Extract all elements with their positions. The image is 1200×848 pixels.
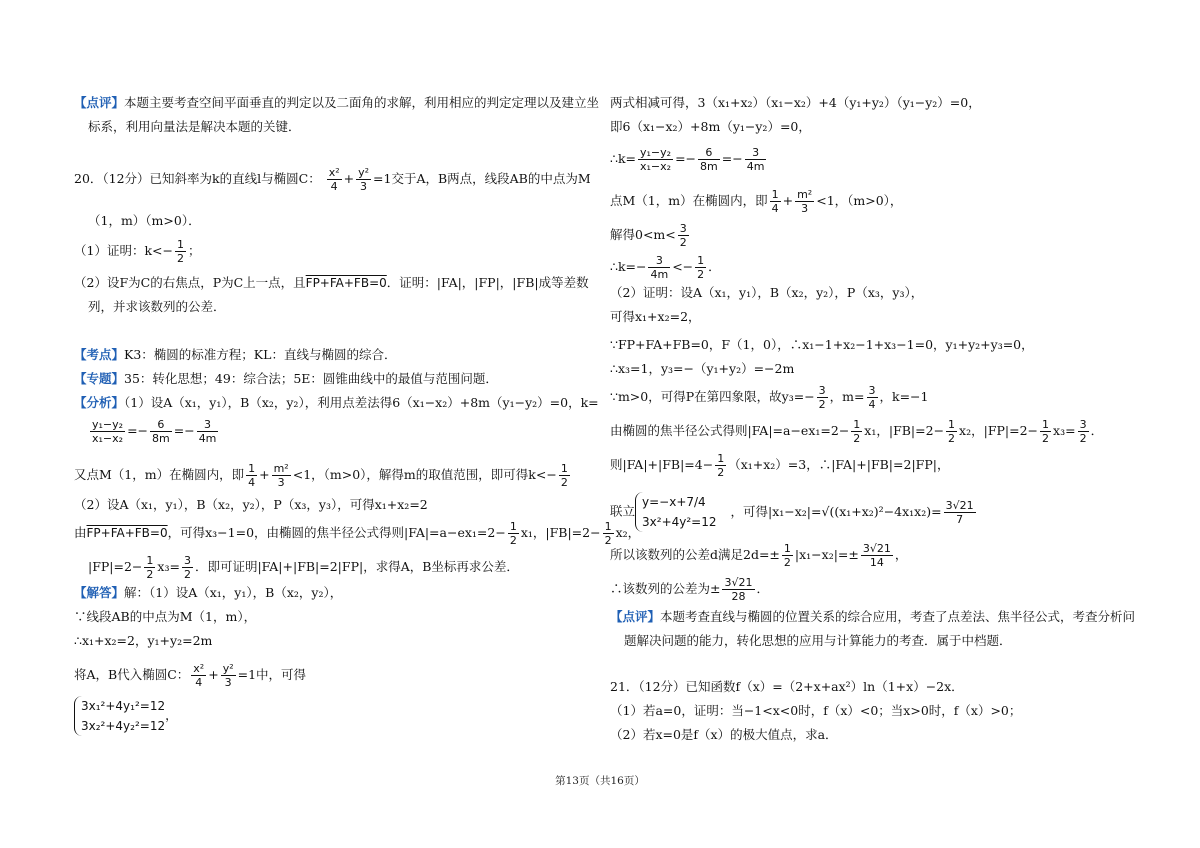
fraction: $\frac{1}{2}$ <box>509 520 517 547</box>
sum-x: 可得x₁+x₂=2， <box>610 309 701 324</box>
fenxi-fp: |FP|=2− $\frac{1}{2}$ x₃= $\frac{3}{2}$ ．即可证明|FA|+|FB|=2|FP|，求得A，B坐标再求公差． <box>88 554 519 581</box>
jieda-sum: ∴x₁+x₂=2，y₁+y₂=2m <box>74 633 213 648</box>
m-range: 解得0<m< $\frac{3}{2}$ <box>610 222 687 249</box>
fraction: $\frac{6}{8m}$ <box>700 146 718 173</box>
part-2-proof: （2）证明：设A（x₁，y₁），B（x₂，y₂），P（x₃，y₃）， <box>610 285 924 300</box>
question-20-part-2: （2）设F为C的右焦点，P为C上一点，且FP+FA+FB=0．证明：|FA|，|FP|，|FB|成等差数 <box>74 275 589 290</box>
jieda: 【解答】解：（1）设A（x₁，y₁），B（x₂，y₂）， <box>74 585 343 600</box>
review-2-cont: 题解决问题的能力，转化思想的应用与计算能力的考查．属于中档题． <box>624 633 1012 648</box>
jieda-substitute: 将A，B代入椭圆C： $\frac{\text{x²}}{4}$ + $\frac{\text{y²}}{3}$ =1中，可得 <box>74 662 307 689</box>
fraction: $\frac{1}{2}$ <box>717 452 725 479</box>
fraction: $\frac{3}{2}$ <box>183 554 191 581</box>
fraction: $\frac{3}{4}$ <box>868 384 876 411</box>
fraction: $\frac{1}{4}$ <box>248 462 256 489</box>
review-tag: 【点评】 <box>74 95 125 110</box>
fraction: $\frac{1}{2}$ <box>783 542 791 569</box>
equation-system: 3x₁²+4y₁²=12 3x₂²+4y₂²=12 ， <box>74 696 178 736</box>
combine-system: 联立 y=−x+7/4 3x²+4y²=12 ，可得|x₁−x₂|=√((x₁+x₂)²−4x₁x₂)= $\frac{3√21}{7}$ <box>610 492 978 532</box>
fraction: $\frac{\text{y²}}{3}$ <box>222 662 234 689</box>
fenxi-focal: 由FP+FA+FB=0，可得x₃−1=0，由椭圆的焦半径公式得则|FA|=a−ex₁=2− $\frac{1}{2}$ x₁，|FB|=2− $\frac{1}{2}$ x₂， <box>74 520 641 547</box>
kaodian: 【考点】K3：椭圆的标准方程；KL：直线与椭圆的综合． <box>74 347 397 362</box>
question-20-part-1: （1）证明：k<− $\frac{1}{2}$ ； <box>74 238 201 265</box>
fraction: $\frac{\text{y²}}{3}$ <box>358 166 370 193</box>
fraction: $\frac{3}{2}$ <box>818 384 826 411</box>
fraction: $\frac{6}{8m}$ <box>152 418 170 445</box>
review-1-cont: 标系，利用向量法是解决本题的关键． <box>88 119 301 134</box>
review-text: 本题主要考查空间平面垂直的判定以及二面角的求解，利用相应的判定定理以及建立坐 <box>124 95 600 110</box>
fraction: $\frac{1}{2}$ <box>948 418 956 445</box>
k-bound: ∴k=− $\frac{3}{4m}$ <− $\frac{1}{2}$ ． <box>610 254 721 281</box>
inside-ellipse: 点M（1，m）在椭圆内，即 $\frac{1}{4}$ + $\frac{\text{m²}}{3}$ <1，（m>0）， <box>610 188 903 215</box>
sum-fa-fb: 则|FA|+|FB|=4− $\frac{1}{2}$ （x₁+x₂）=3，∴|FA|+|FB|=2|FP|， <box>610 452 950 479</box>
fraction: $\frac{3√21}{14}$ <box>862 542 891 569</box>
fraction: $\frac{\text{x²}}{4}$ <box>328 166 340 193</box>
question-20-part-2-cont: 列，并求该数列的公差． <box>88 299 226 314</box>
vector-expression: FP+FA+FB=0 <box>305 276 387 290</box>
fraction: $\frac{3}{4m}$ <box>746 146 765 173</box>
fenxi: 【分析】（1）设A（x₁，y₁），B（x₂，y₂），利用点差法得6（x₁−x₂）+8m（y₁−y₂）=0，k= <box>74 395 599 410</box>
fraction: $\frac{1}{4}$ <box>771 188 779 215</box>
fraction: $\frac{\text{x²}}{4}$ <box>193 662 205 689</box>
focal-radius: 由椭圆的焦半径公式得则|FA|=a−ex₁=2− $\frac{1}{2}$ x₁，|FB|=2− $\frac{1}{2}$ x₂，|FP|=2− $\frac{1}{2}$ x₃= $\frac{3}{2}$ ． <box>610 418 1104 445</box>
fraction: $\frac{1}{2}$ <box>176 238 184 265</box>
fraction: $\frac{1}{2}$ <box>1042 418 1050 445</box>
fraction: $\frac{3√21}{28}$ <box>724 576 753 603</box>
jieda-midpoint: ∵线段AB的中点为M（1，m）， <box>74 609 257 624</box>
question-20-stem: 20．（12分）已知斜率为k的直线l与椭圆C： $\frac{\text{x²}}{4}$ + $\frac{\text{y²}}{3}$ =1交于A，B两点，线段AB的中点为M <box>74 166 591 193</box>
fraction: $\frac{\text{y₁−y₂}}{\text{x₁−x₂}}$ <box>92 418 124 445</box>
fenxi-k-formula: $\frac{\text{y₁−y₂}}{\text{x₁−x₂}}$ =− $\frac{6}{8m}$ =− $\frac{3}{4m}$ <box>92 418 217 445</box>
quadrant: ∵m>0，可得P在第四象限，故y₃=− $\frac{3}{2}$ ，m= $\frac{3}{4}$ ，k=−1 <box>610 384 929 411</box>
fraction: $\frac{\text{y₁−y₂}}{\text{x₁−x₂}}$ <box>640 146 672 173</box>
fraction: $\frac{1}{2}$ <box>146 554 154 581</box>
common-difference: 所以该数列的公差d满足2d=± $\frac{1}{2}$ |x₁−x₂|=± $\frac{3√21}{14}$ ， <box>610 542 908 569</box>
fenxi-part-2: （2）设A（x₁，y₁），B（x₂，y₂），P（x₃，y₃），可得x₁+x₂=2 <box>74 497 428 512</box>
question-20-stem-cont: （1，m）（m>0）． <box>88 213 201 228</box>
fraction: $\frac{\text{m²}}{3}$ <box>797 188 813 215</box>
fraction: $\frac{3}{2}$ <box>1079 418 1087 445</box>
review-1 <box>74 94 599 112</box>
x3-y3: ∴x₃=1，y₃=−（y₁+y₂）=−2m <box>610 361 795 376</box>
vector-condition: ∵FP+FA+FB=0，F（1，0），∴x₁−1+x₂−1+x₃−1=0，y₁+y₂+y₃=0， <box>610 337 1034 352</box>
k-result: ∴k= $\frac{\text{y₁−y₂}}{\text{x₁−x₂}}$ =− $\frac{6}{8m}$ =− $\frac{3}{4m}$ <box>610 146 765 173</box>
subtract-step: 两式相减可得，3（x₁+x₂）（x₁−x₂）+4（y₁+y₂）（y₁−y₂）=0， <box>610 95 981 110</box>
zhuanti: 【专题】35：转化思想；49：综合法；5E：圆锥曲线中的最值与范围问题． <box>74 371 498 386</box>
fraction: $\frac{1}{2}$ <box>853 418 861 445</box>
fenxi-range: 又点M（1，m）在椭圆内，即 $\frac{1}{4}$ + $\frac{\text{m²}}{3}$ <1，（m>0），解得m的取值范围，即可得k<− $\frac{1}{2}$ <box>74 462 568 489</box>
review-2: 【点评】本题考查直线与椭圆的位置关系的综合应用，考查了点差法、焦半径公式，考查分析问 <box>610 609 1136 624</box>
fraction: $\frac{3}{4m}$ <box>650 254 669 281</box>
fraction: $\frac{\text{m²}}{3}$ <box>273 462 289 489</box>
fraction: $\frac{3√21}{7}$ <box>945 498 974 526</box>
fraction: $\frac{3}{4m}$ <box>198 418 217 445</box>
simplify-step: 即6（x₁−x₂）+8m（y₁−y₂）=0， <box>610 119 811 134</box>
fraction: $\frac{1}{2}$ <box>560 462 568 489</box>
answer: ∴该数列的公差为± $\frac{3√21}{28}$ ． <box>610 576 770 603</box>
fraction: $\frac{3}{2}$ <box>679 222 687 249</box>
page-footer: 第13页（共16页） <box>555 775 645 787</box>
question-21-stem: 21．（12分）已知函数f（x）=（2+x+ax²）ln（1+x）−2x． <box>610 679 964 694</box>
question-21-part-2: （2）若x=0是f（x）的极大值点，求a． <box>610 727 838 742</box>
fraction: $\frac{1}{2}$ <box>697 254 705 281</box>
question-21-part-1: （1）若a=0，证明：当−1<x<0时，f（x）<0；当x>0时，f（x）>0； <box>610 703 1022 718</box>
fraction: $\frac{1}{2}$ <box>604 520 612 547</box>
